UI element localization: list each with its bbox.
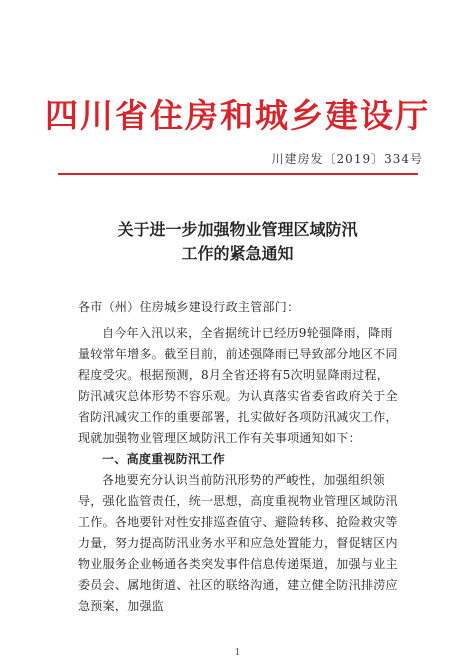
document-body <box>78 297 398 617</box>
section-heading-1: 一、高度重视防汛工作 <box>102 452 226 466</box>
title-line-1: 关于进一步加强物业管理区域防汛 <box>117 220 358 239</box>
title-line-2: 工作的紧急通知 <box>181 244 294 263</box>
page-number: 1 <box>234 648 241 658</box>
paragraph-2: 各地要充分认识当前防汛形势的严峻性，加强组织领导，强化监管责任，统一思想，高度重视物业管理区域防汛工作。各地要针对性安排巡查值守、避险转移、抢险救灾等力量，努力提高防汛业务水平和应急处置能力，督促辖区内物业服务企业畅通各类突发事件信息传递渠道，加强与业主委员会、属地街道、社区的联络沟通，建立健全防汛排涝应急预案，加强监 <box>78 473 398 613</box>
paragraph-1: 自今年入汛以来，全省据统计已经历9轮强降雨，降雨量较常年增多。截至目前，前述强降雨已导致部分地区不同程度受灾。根据预测，8月全省还将有5次明显降雨过程，防汛减灾总体形势不容乐观。为认真落实省委省政府关于全省防汛减灾工作的重要部署，扎实做好各项防汛减灾工作，现就加强物业管理区域防汛工作有关事项通知如下： <box>78 326 398 445</box>
salutation: 各市（州）住房城乡建设行政主管部门： <box>78 300 300 314</box>
red-divider-line <box>58 173 418 175</box>
issuing-agency: 四川省住房和城乡建设厅 <box>45 96 430 135</box>
document-title <box>0 218 475 266</box>
document-number: 川建房发〔2019〕334号 <box>271 152 423 166</box>
